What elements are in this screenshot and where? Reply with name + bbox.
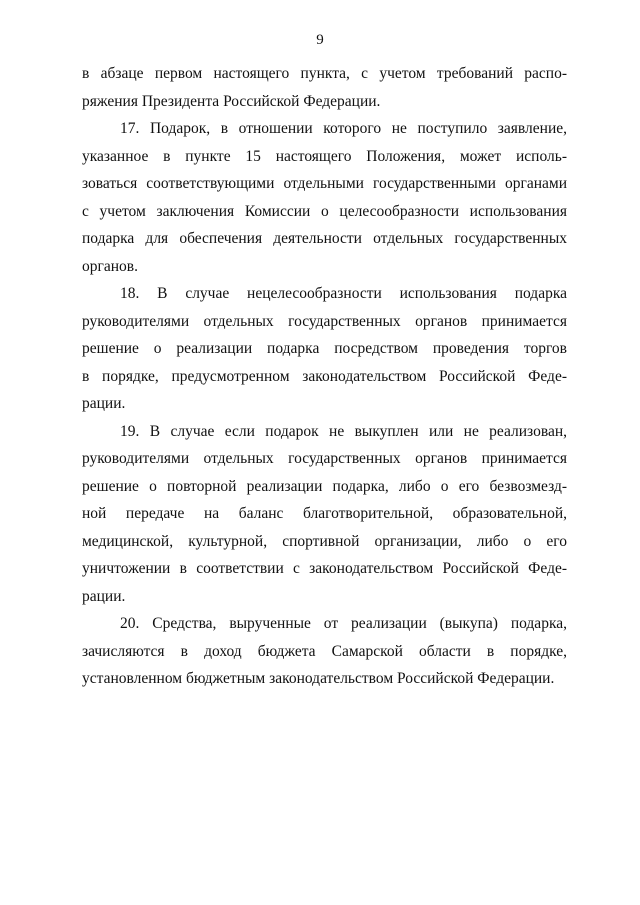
text-line: уничтожении в соответствии с законодательством Российской Феде-	[82, 560, 567, 577]
text-line: установленном бюджетным законодательством Российской Федерации.	[82, 670, 555, 687]
text-line: руководителями отдельных государственных органов принимается	[82, 450, 567, 467]
paragraph-20	[82, 610, 567, 693]
text-line: 19. В случае если подарок не выкуплен или не реализован,	[120, 422, 567, 440]
text-line: 17. Подарок, в отношении которого не поступило заявление,	[120, 120, 567, 137]
paragraph-18	[82, 280, 567, 418]
text-line: руководителями отдельных государственных органов принимается	[82, 312, 567, 330]
text-line: зачисляются в доход бюджета Самарской области в порядке,	[82, 642, 567, 660]
text-line: 20. Средства, вырученные от реализации (выкупа) подарка,	[120, 615, 567, 632]
paragraph-19	[82, 418, 567, 611]
text-line: в порядке, предусмотренном законодательством Российской Феде-	[82, 367, 567, 385]
text-line: рации.	[82, 395, 126, 412]
page-number: 9	[316, 32, 324, 48]
paragraph-17	[82, 115, 567, 280]
text-line: с учетом заключения Комиссии о целесообразности использования	[82, 202, 567, 220]
text-line: рации.	[82, 587, 126, 605]
document-body	[82, 60, 567, 693]
text-line: подарка для обеспечения деятельности отдельных государственных	[82, 230, 567, 247]
text-line: органов.	[82, 257, 138, 275]
text-line: 18. В случае нецелесообразности использования подарка	[120, 285, 567, 302]
text-line: зоваться соответствующими отдельными государственными органами	[82, 175, 567, 192]
text-line: решение о реализации подарка посредством проведения торгов	[82, 340, 567, 357]
text-line: ной передаче на баланс благотворительной, образовательной,	[82, 505, 567, 522]
text-line: решение о повторной реализации подарка, либо о его безвозмезд-	[82, 477, 567, 495]
text-line: ряжения Президента Российской Федерации.	[82, 92, 381, 110]
paragraph	[82, 60, 567, 115]
text-line: медицинской, культурной, спортивной организации, либо о его	[82, 532, 567, 550]
text-line: указанное в пункте 15 настоящего Положения, может исполь-	[82, 147, 567, 165]
text-line: в абзаце первом настоящего пункта, с учетом требований распо-	[82, 65, 567, 82]
